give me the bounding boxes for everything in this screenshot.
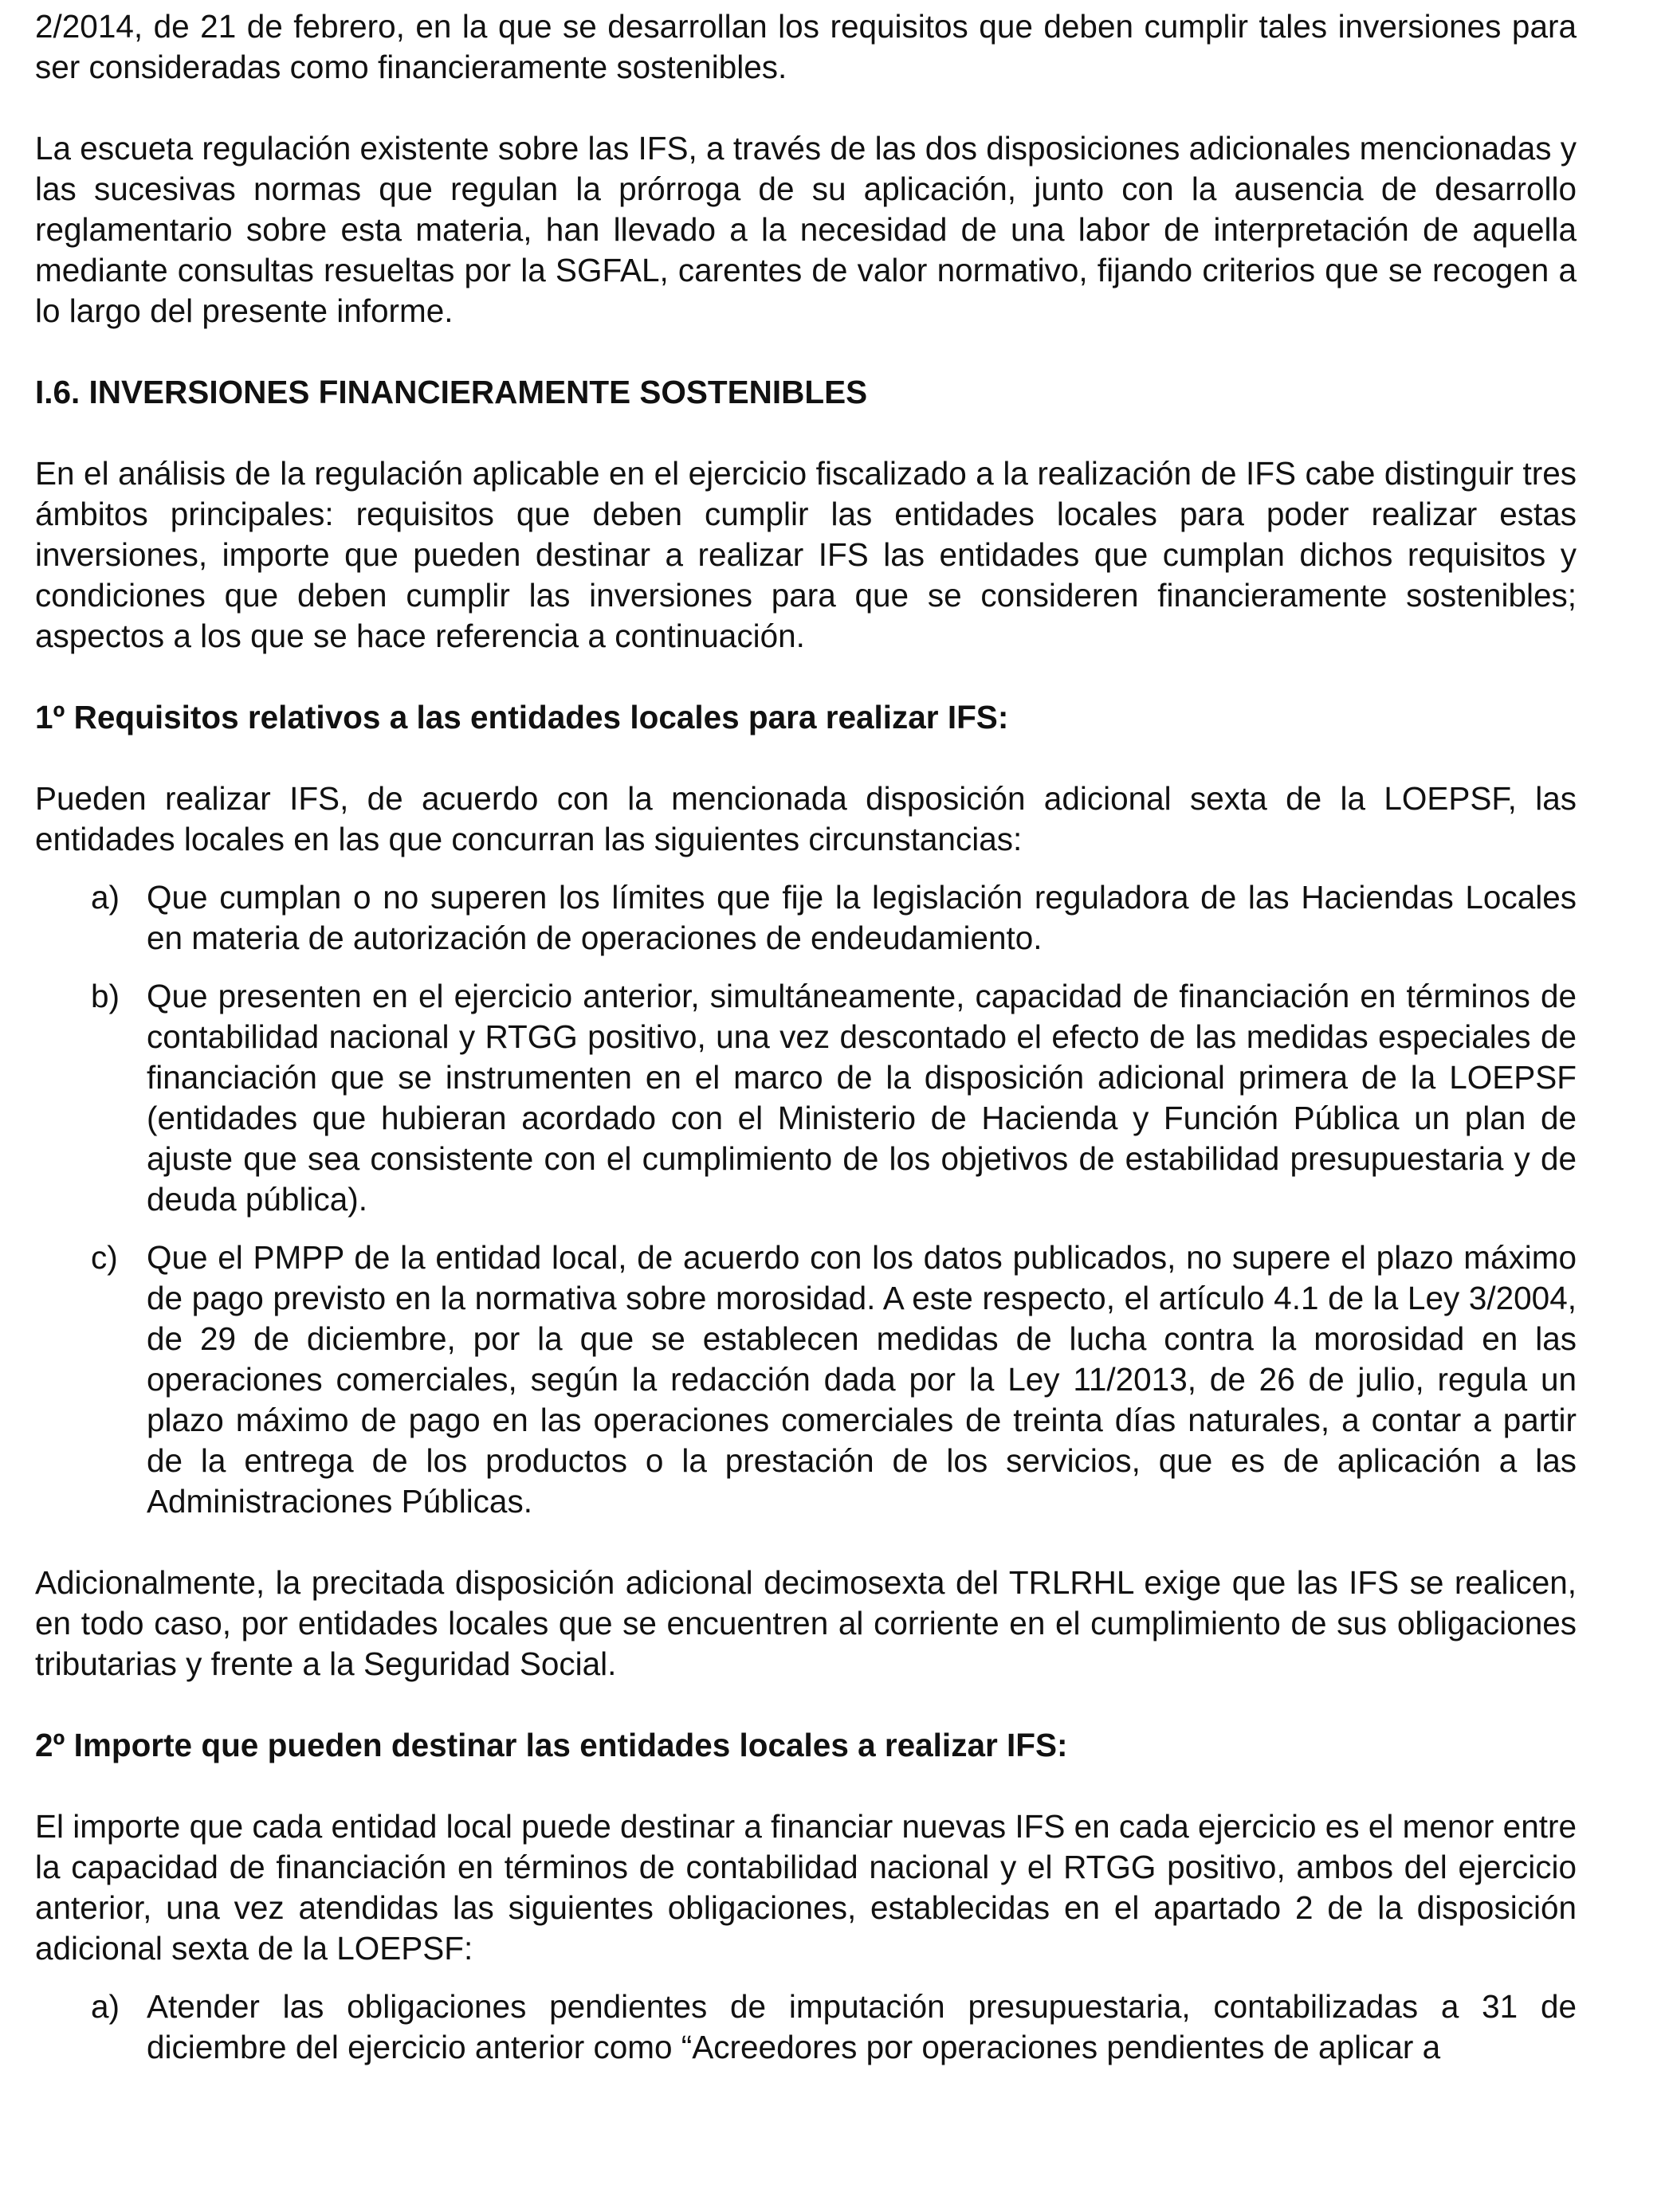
paragraph-intro-continuation: 2/2014, de 21 de febrero, en la que se desarrollan los requisitos que deben cumplir tales inversiones para ser consideradas como financieramente sostenibles. <box>35 8 1577 85</box>
list-marker: c) <box>91 1239 118 1276</box>
requisitos-list <box>35 877 1577 1522</box>
paragraph-pueden: Pueden realizar IFS, de acuerdo con la mencionada disposición adicional sexta de la LOEPSF, las entidades locales en las que concurran las siguientes circunstancias: <box>35 780 1577 857</box>
list-marker: a) <box>91 1988 120 2025</box>
paragraph-importe: El importe que cada entidad local puede destinar a financiar nuevas IFS en cada ejercicio es el menor entre la capacidad de financiación en términos de contabilidad nacional y el RTGG positivo, ambos del ejercicio anterior, una vez atendidas las siguientes obligaciones, establecidas en el apartado 2 de la disposición adicional sexta de la LOEPSF: <box>35 1808 1577 1967</box>
importe-list <box>35 1986 1577 2068</box>
subheading-importe: 2º Importe que pueden destinar las entidades locales a realizar IFS: <box>35 1727 1068 1763</box>
list-item-text: Que el PMPP de la entidad local, de acuerdo con los datos publicados, no supere el plazo máximo de pago previsto en la normativa sobre morosidad. A este respecto, el artículo 4.1 de la Ley 3/2004, de 29 de diciembre, por la que se establecen medidas de lucha contra la morosidad en las operaciones comerciales, según la redacción dada por la Ley 11/2013, de 26 de julio, regula un plazo máximo de pago en las operaciones comerciales de treinta días naturales, a contar a partir de la entrega de los productos o la prestación de los servicios, que es de aplicación a las Administraciones Públicas. <box>147 1239 1577 1520</box>
list-item-text: Que presenten en el ejercicio anterior, simultáneamente, capacidad de financiación en términos de contabilidad nacional y RTGG positivo, una vez descontado el efecto de las medidas especiales de financiación que se instrumenten en el marco de la disposición adicional primera de la LOEPSF (entidades que hubieran acordado con el Ministerio de Hacienda y Función Pública un plan de ajuste que sea consistente con el cumplimiento de los objetivos de estabilidad presupuestaria y de deuda pública). <box>147 978 1577 1218</box>
paragraph-analisis: En el análisis de la regulación aplicable en el ejercicio fiscalizado a la realización de IFS cabe distinguir tres ámbitos principales: requisitos que deben cumplir las entidades locales para poder realizar estas inversiones, importe que pueden destinar a realizar IFS las entidades que cumplan dichos requisitos y condiciones que deben cumplir las inversiones para que se consideren financieramente sostenibles; aspectos a los que se hace referencia a continuación. <box>35 455 1577 654</box>
list-item <box>35 1237 1577 1522</box>
list-marker: b) <box>91 978 120 1014</box>
list-item <box>35 1986 1577 2068</box>
document-page <box>35 6 1577 2068</box>
paragraph-adicionalmente: Adicionalmente, la precitada disposición adicional decimosexta del TRLRHL exige que las IFS se realicen, en todo caso, por entidades locales que se encuentren al corriente en el cumplimiento de sus obligaciones tributarias y frente a la Seguridad Social. <box>35 1564 1577 1682</box>
list-marker: a) <box>91 879 120 916</box>
subheading-requisitos: 1º Requisitos relativos a las entidades locales para realizar IFS: <box>35 699 1009 735</box>
paragraph-regulacion: La escueta regulación existente sobre las IFS, a través de las dos disposiciones adicionales mencionadas y las sucesivas normas que regulan la prórroga de su aplicación, junto con la ausencia de desarrollo reglamentario sobre esta materia, han llevado a la necesidad de una labor de interpretación de aquella mediante consultas resueltas por la SGFAL, carentes de valor normativo, fijando criterios que se recogen a lo largo del presente informe. <box>35 130 1577 329</box>
list-item-text: Que cumplan o no superen los límites que fije la legislación reguladora de las Haciendas Locales en materia de autorización de operaciones de endeudamiento. <box>147 879 1577 956</box>
section-heading: I.6. INVERSIONES FINANCIERAMENTE SOSTENIBLES <box>35 374 868 410</box>
list-item <box>35 976 1577 1220</box>
list-item-text: Atender las obligaciones pendientes de imputación presupuestaria, contabilizadas a 31 de diciembre del ejercicio anterior como “Acreedores por operaciones pendientes de aplicar a <box>147 1988 1577 2065</box>
list-item <box>35 877 1577 959</box>
